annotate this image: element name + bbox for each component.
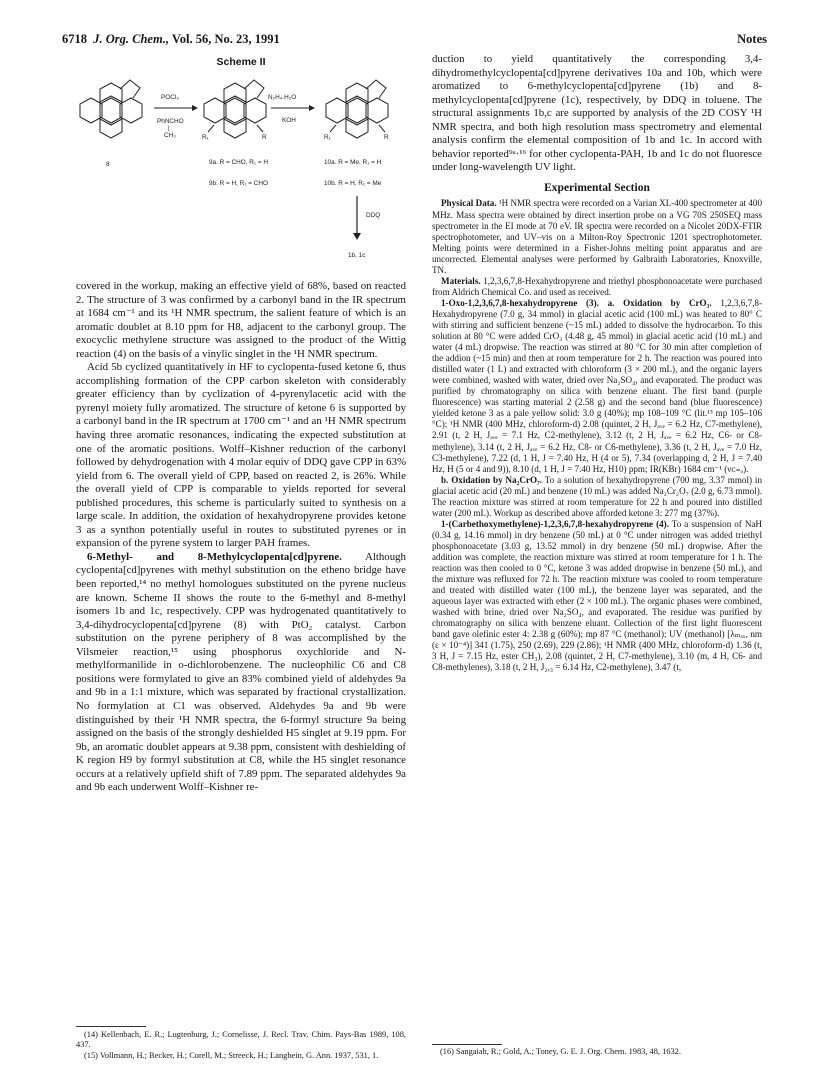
- aldehyde-r1: R₁: [202, 134, 209, 141]
- label-9b: 9b. R = H, R₁ = CHO: [209, 180, 268, 187]
- paragraph: covered in the workup, making an effective yield of 68%, based on reacted 2. The structure of 3 was confirmed by a carbonyl band in the IR spectrum at 1684 cm⁻¹ and its ¹H NMR spectrum, the salient feature of which is an aromatic doublet at 8.10 ppm for H8, adjacent to the carbonyl group. The exocyclic methylene structure was assigned to the product of the Wittig reaction (4) on the basis of a vinylic singlet in the ¹H NMR spectrum.: [76, 280, 406, 360]
- section-heading: Experimental Section: [544, 181, 650, 194]
- run-in-heading: b. Oxidation by Na₂CrO₇.: [441, 474, 543, 485]
- reaction-arrow-2: [271, 104, 315, 112]
- paragraph: [432, 198, 762, 275]
- label-10b: 10b. R = H, R₁ = Me: [324, 180, 382, 187]
- run-in-heading: Physical Data.: [441, 198, 497, 209]
- aldehyde-9-structure: [202, 74, 268, 146]
- label-9a: 9a. R = CHO, R₁ = H: [209, 159, 268, 166]
- paragraph: [432, 475, 762, 519]
- volume-info: Vol. 56, No. 23, 1991: [171, 32, 280, 46]
- scheme-ii: [76, 56, 406, 270]
- reaction-arrow-3: [352, 196, 362, 240]
- run-in-heading: 1-(Carbethoxymethylene)-1,2,3,6,7,8-hexahydropyrene (4).: [441, 518, 669, 529]
- reaction-arrow-1: [154, 104, 198, 112]
- compound-8-label: 8: [106, 161, 110, 168]
- paragraph: [432, 298, 762, 475]
- reagent-pocl3: POCl₃: [161, 94, 179, 101]
- footnote-rule: [432, 1044, 502, 1045]
- reagent-hydrazine: N₂H₄.H₂O: [268, 94, 297, 101]
- reagent-ch3: CH₃: [164, 132, 176, 139]
- methyl-10-structure: [324, 74, 390, 146]
- right-column: [432, 53, 762, 673]
- experimental-section: [432, 198, 762, 673]
- page-number: 6718: [62, 32, 87, 46]
- footnotes: [76, 1030, 406, 1061]
- running-header: [62, 32, 280, 47]
- paragraph-body: 1,2,3,6,7,8-Hexahydropyrene and triethyl phosphonoacetate were purchased from Aldrich Chemical Co. and used as received.: [432, 275, 762, 297]
- paragraph-body: To a solution of hexahydropyrene (700 mg, 3.37 mmol) in glacial acetic acid (20 mL) and benzene (10 mL) was added Na₂Cr₂O₇ (2.0 g, 6.73 mmol). The reaction mixture was stirred at room temperature for 22 h and poured into distilled water (200 mL). Workup as described above afforded ketone 3: 277 mg (37%).: [432, 474, 762, 518]
- footnote-15: (15) Vollmann, H.; Becker, H.; Corell, M.; Streeck, H.; Langbein, G. Ann. 1937, 531, 1.: [84, 1050, 379, 1060]
- run-in-heading: 1-Oxo-1,2,3,6,7,8-hexahydropyrene (3). a. Oxidation by CrO₃.: [441, 297, 712, 308]
- methyl-r: R: [384, 134, 389, 141]
- label-10a: 10a. R = Me, R₁ = H: [324, 159, 382, 166]
- reagent-bond: |: [168, 125, 170, 132]
- paragraph: [76, 551, 406, 795]
- methyl-r1: R₁: [324, 134, 331, 141]
- reagent-phncho: PhNCHO: [157, 118, 184, 125]
- scheme-title: Scheme II: [216, 56, 266, 68]
- footnote-rule: [76, 1026, 146, 1027]
- compound-8-structure: [78, 74, 144, 146]
- journal-name: J. Org. Chem.,: [93, 32, 169, 46]
- paragraph-body: To a suspension of NaH (0.34 g, 14.16 mmol) in dry benzene (50 mL) at 0 °C under nitrogen was added triethyl phosphonoacetate (3.03 g, 13.52 mmol) in dry benzene (50 mL) dropwise. After the addition was complete, the reaction mixture was stirred at room temperature for 1 h. The reaction was then cooled to 0 °C, ketone 3 was added dropwise in benzene (50 mL), and the mixture was refluxed for 72 h. The reaction mixture was cooled to room temperature and treated with distilled water (100 mL), the benzene layer was separated, and the aqueous layer was extracted with ether (2 × 100 mL). The organic phases were combined, washed with brine, dried over Na₂SO₄, and evaporated. The residue was purified by chromatography on silica with benzene eluant. Collection of the first light fluorescent band gave olefinic ester 4: 2.38 g (60%); mp 87 °C (methanol); UV (methanol) [λₘₐₓ, nm (ε × 10⁻⁴)] 341 (1.75), 250 (2.69), 229 (2.86); ¹H NMR (400 MHz, chloroform-d) 1.36 (t, 3 H, J = 7.15 Hz, ester CH₃), 2.08 (quintet, 2 H, C7-methylene), 3.10 (m, 4 H, C6- and C8-methylenes), 3.18 (t, 2 H, J₂,₃ = 6.14 Hz, C2-methylene), 3.47 (t,: [432, 518, 762, 673]
- paragraph: duction to yield quantitatively the corresponding 3,4-dihydromethylcyclopenta[cd]pyrene derivatives 10a and 10b, which were aromatized to 6-methylcyclopenta[cd]pyrene (1b) and 8-methylcyclopenta[cd]pyrene (1c), respectively, by DDQ in toluene. The structural assignments 1b,c are supported by analysis of the 2D COSY ¹H NMR spectra, and both high resolution mass spectrometry and elemental analysis confirm the elemental composition of 1b and 1c. In accord with behavior reported⁹ᵃ·¹⁶ for other cyclopenta-PAH, 1b and 1c do not fluoresce under long-wavelength UV light.: [432, 53, 762, 174]
- footnote-16: (16) Sangaiah, R.; Gold, A.; Toney, G. E. J. Org. Chem. 1983, 48, 1632.: [440, 1047, 681, 1056]
- reagent-ddq: DDQ: [366, 212, 381, 219]
- paragraph: [432, 519, 762, 674]
- subsection-heading: 6-Methyl- and 8-Methylcyclopenta[cd]pyrene.: [87, 550, 342, 563]
- footnote-14: (14) Kellenbach, E. R.; Lugtenburg, J.; Cornelisse, J. Recl. Trav. Chim. Pays-Bas 1989, 108, 437.: [76, 1030, 406, 1050]
- paragraph: [432, 276, 762, 298]
- paragraph-body: Although cyclopenta[cd]pyrenes with methyl substitution on the etheno bridge have been reported,¹⁴ no methyl homologues substituted on the pyrene nucleus are known. Scheme II shows the route to the 6-methyl and 8-methyl isomers 1b and 1c, respectively. CPP was hydrogenated quantitatively to 3,4-dihydrocyclopenta[cd]pyrene (8) with PtO₂ catalyst. Carbon substitution on the pyrene periphery of 8 was accomplished by the Vilsmeier reaction,¹⁵ using phosphorus oxychloride and N-methylformanilide in o-dichlorobenzene. The nucleophilic C6 and C8 positions were formylated to give an 83% combined yield of aldehydes 9a and 9b in a 1:1 mixture, which was separated by fractional crystallization. No formylation at C1 was observed. Aldehydes 9a and 9b were distinguished by their ¹H NMR spectra, the 6-formyl structure 9a being assigned on the basis of the strongly deshielded H5 singlet at 9.19 ppm. For 9b, an aromatic doublet appears at 9.38 ppm, consistent with deshielding of K region H9 by formyl substitution at C8, while the H5 singlet resonance occurs at a relatively upfield shift of 7.89 ppm. The separated aldehydes 9a and 9b each underwent Wolff–Kishner re-: [76, 550, 406, 794]
- aldehyde-r: R: [262, 134, 267, 141]
- section-label: Notes: [737, 32, 767, 46]
- paragraph: Acid 5b cyclized quantitatively in HF to cyclopenta-fused ketone 6, thus accomplishing formation of the CPP carbon skeleton with considerably greater efficiency than by cyclization of 4-pyrenylacetic acid with the pyrenyl moiety fully aromatized. The structure of ketone 6 is supported by a carbonyl band in the IR spectrum at 1700 cm⁻¹ and an ¹H NMR spectrum having three aromatic resonances, indicating the expected substitution at one of the aromatic positions. Wolff–Kishner reduction of the carbonyl followed by dehydrogenation with 4 molar equiv of DDQ gave CPP in 63% yield from 6. The overall yield of CPP, based on reacted 2, is 26%. While the overall yield of CPP is comparable to yields reported for several published procedures, this scheme is particularly suited to synthesis on a large scale. In addition, the oxidation of hexahydropyrene provides ketone 3 as a synthon potentially useful in routes to substituted pyrenes or in expansion of the pyrene system to larger PAH frames.: [76, 361, 406, 550]
- product-label: 1b, 1c: [348, 252, 366, 259]
- left-column: [76, 280, 406, 795]
- reagent-koh: KOH: [282, 117, 296, 124]
- run-in-heading: Materials.: [441, 275, 481, 286]
- paragraph-body: ¹H NMR spectra were recorded on a Varian XL-400 spectrometer at 400 MHz. Mass spectra were obtained by direct insertion probe on a VG 70S 250SEQ mass spectrometer in the EI mode at 70 eV. IR spectra were recorded on a Nicolet 20DX-FTIR spectrophotometer, and UV–vis on a Milton-Roy Spectronic 1201 spectrophotometer. Melting points were determined in a Fisher-Johns melting point apparatus and are uncorrected. Elemental analyses were performed by Galbraith Laboratories, Knoxville, TN.: [432, 198, 762, 275]
- paragraph-body: 1,2,3,6,7,8-Hexahydropyrene (7.0 g, 34 mmol) in glacial acetic acid (100 mL) was heated to 80° C with stirring and sufficient benzene (~15 mL) added to dissolve the hydrocarbon. To this solution at 80 °C were added CrO₃ (4.48 g, 45 mmol) in glacial acetic acid (10 mL) and water (4 mL) dropwise. The reaction was stirred at 80 °C for 30 min after completion of the addion (~15 min) and then at room temperature for 2 h. The reaction was poured into distilled water (1 L) and extracted with chloroform (3 × 200 mL), and the organic layers were combined, washed with water, dried over Na₂SO₄, and evaporated. The product was purified by chromatography on silica with benzene eluant. The first band (purple fluorescence) was starting material 2 (2.58 g) and the second band (blue fluorescence) yielded ketone 3 as a pale yellow solid: 3.0 g (40%); mp 108–109 °C (lit.¹³ mp 105–106 °C); ¹H NMR (400 MHz, chloroform-d) 2.08 (quintet, 2 H, Jₐᵥₑ = 6.2 Hz, C7-methylene), 2.91 (t, 2 H, Jₐᵥₑ = 7.1 Hz, C2-methylene), 3.12 (t, 2 H, Jₐᵥₑ = 6.2 Hz, C6- or C8-methylene), 3.14 (t, 2 H, Jₐᵥₑ = 6.2 Hz, C8- or C6-methylene), 3.36 (t, 2 H, Jₐᵥₑ = 7.0 Hz, C3-methylene), 7.22 (d, 1 H, J = 7.40 Hz, H (4 or 5), 7.34 (overlapping d, 2 H, J = 7.40 Hz, H (5 or 4 and 9)), 8.10 (d, 1 H, J = 7.40 Hz, H10) ppm; IR(KBr) 1684 cm⁻¹ (νᴄ₌ₒ).: [432, 297, 763, 474]
